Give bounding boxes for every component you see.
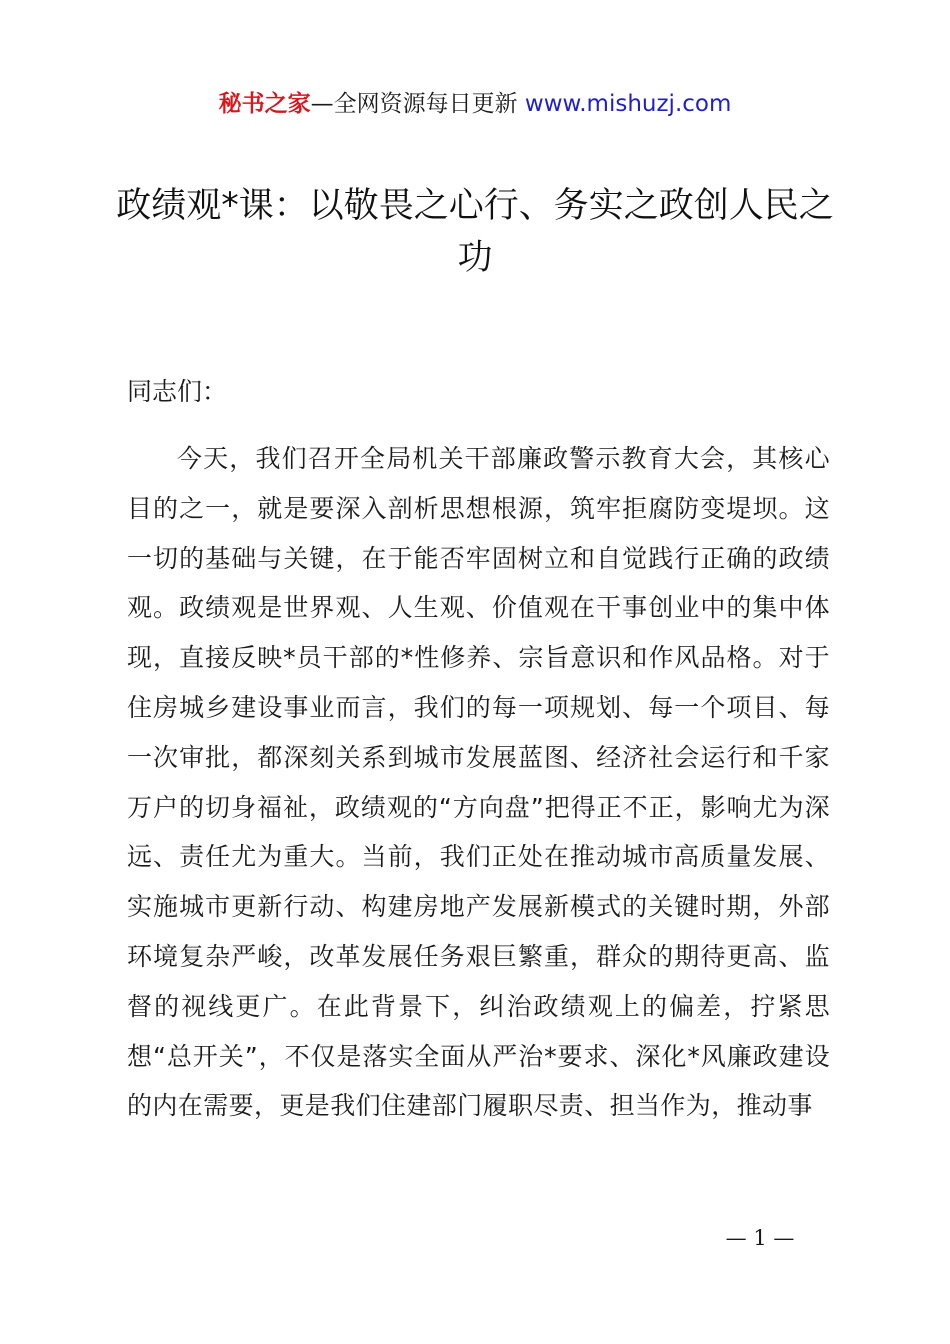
page-number: — 1 — [725,1226,795,1250]
salutation: 同志们： [127,377,228,406]
header-tagline: —全网资源每日更新 [310,91,518,117]
body-paragraph: 今天，我们召开全局机关干部廉政警示教育大会，其核心目的之一，就是要深入剖析思想根源，筑牢拒腐防变堤坝。这一切的基础与关键，在于能否牢固树立和自觉践行正确的政绩观。政绩观是世界观、人生观、价值观在干事创业中的集中体现，直接反映*员干部的*性修养、宗旨意识和作风品格。对于住房城乡建设事业而言，我们的每一项规划、每一个项目、每一次审批，都深刻关系到城市发展蓝图、经济社会运行和千家万户的切身福祉，政绩观的“方向盘”把得正不正，影响尤为深远、责任尤为重大。当前，我们正处在推动城市高质量发展、实施城市更新行动、构建房地产发展新模式的关键时期，外部环境复杂严峻，改革发展任务艰巨繁重，群众的期待更高、监督的视线更广。在此背景下，纠治政绩观上的偏差，拧紧思想“总开关”，不仅是落实全面从严治*要求、深化*风廉政建设的内在需要，更是我们住建部门履职尽责、担当作为，推动事 [127,444,830,1121]
header-brand: 秘书之家 [218,91,311,117]
document-title: 政绩观*课：以敬畏之心行、务实之政创人民之功 [116,186,834,278]
header-url-link[interactable]: www.mishuzj.com [524,91,732,117]
site-header [0,88,950,120]
